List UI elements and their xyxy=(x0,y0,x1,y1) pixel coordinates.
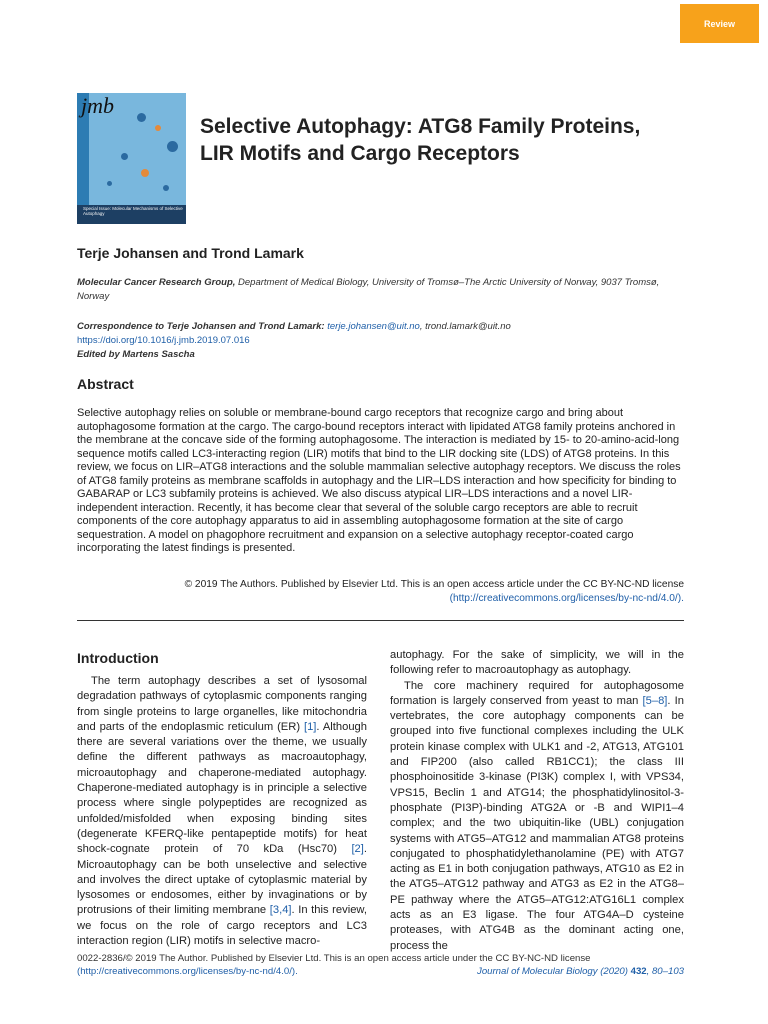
correspondence-line xyxy=(77,320,697,334)
cover-decoration xyxy=(155,125,161,131)
journal-cover-image[interactable] xyxy=(77,93,186,224)
citation-link[interactable]: [3,4] xyxy=(269,904,292,917)
footer-line-2 xyxy=(77,965,684,978)
intro-paragraph-1: The term autophagy describes a set of lysosomal degradation pathways of cytoplasmic components ranging from single proteins to large organelles, like mitochondria and parts of the endoplasmic reticulum (ER) [1]. Although there are several variations over the theme, we usually define the different pathways as macroautophagy, microautophagy and chaperone-mediated autophagy. Chaperone-mediated autophagy is in principle a selective process where single polypeptides are recognized as unfolded/misfolded when exposing binding sites (degenerate KFERQ-like pentapeptide motifs) for heat shock-cognate protein of 70 kDa (Hsc70) [2]. Microautophagy can be both unselective and selective and involves the direct uptake of cytoplasmic material by lysosomes or endosomes, either by invaginations or by protrusions of their limiting membrane [3,4]. In this review, we focus on the role of cargo receptors and LC3 interaction region (LIR) motifs in selective macro- xyxy=(77,675,368,948)
title-line-2: LIR Motifs and Cargo Receptors xyxy=(200,142,520,165)
email-lamark: , trond.lamark@uit.no xyxy=(419,321,511,332)
column-right xyxy=(390,648,684,954)
affiliation-group: Molecular Cancer Research Group, xyxy=(77,277,236,288)
license-statement xyxy=(77,578,684,606)
edited-by: Edited by Martens Sascha xyxy=(77,349,195,360)
column-left xyxy=(77,674,367,949)
cover-decoration xyxy=(141,169,149,177)
intro-paragraph-2: The core machinery required for autophagosome formation is largely conserved from yeast to man [5–8]. In vertebrates, the core autophagy components can be grouped into five functional complexes including the ULK protein kinase complex with ULK1 and -2, ATG13, ATG101 and FIP200 (also called RB1CC1); the class III phosphoinositide 3-kinase (PI3K) complex I, with VPS34, VPS15, Beclin 1 and ATG14; the phosphatidylinositol-3-phosphate (PI3P)-binding ATG2A or -B and WIPI1–4 complex; and the two ubiquitin-like (UBL) conjugation systems with ATG5–ATG12 and mammalian ATG8 proteins conjugated to phosphatidylethanolamine (PE) with ATG7 acting as E1 in both conjugation pathways, ATG10 as E2 in the ATG5–ATG12 pathway and ATG3 as E2 in the ATG8–PE pathway where the ATG5–ATG12:ATG16L1 complex acts as an E3 ligase. The four ATG4A–D cysteine proteases, with ATG4B as the dominant acting one, process the xyxy=(390,679,684,952)
abstract-heading: Abstract xyxy=(77,376,134,392)
page-footer xyxy=(77,952,684,978)
article-title xyxy=(200,113,720,167)
license-link[interactable]: (http://creativecommons.org/licenses/by-nc-nd/4.0/). xyxy=(449,593,684,604)
article-type-badge: Review xyxy=(680,4,759,43)
correspondence-block xyxy=(77,320,697,362)
title-line-1: Selective Autophagy: ATG8 Family Proteins, xyxy=(200,115,641,138)
citation-link[interactable]: [2] xyxy=(351,843,364,856)
cover-decoration xyxy=(167,141,178,152)
cover-decoration xyxy=(137,113,146,122)
license-line-1: © 2019 The Authors. Published by Elsevier Ltd. This is an open access article under the CC BY-NC-ND license xyxy=(184,579,684,590)
cover-decoration xyxy=(107,181,112,186)
cover-decoration xyxy=(163,185,169,191)
affiliation-address: Department of Medical Biology, University of Tromsø–The Arctic University of Norway, 9037 Tromsø, Norway xyxy=(77,277,660,302)
section-divider xyxy=(77,620,684,621)
introduction-heading: Introduction xyxy=(77,650,159,666)
citation-link[interactable]: [1] xyxy=(303,720,317,733)
cover-caption: Special Issue: Molecular Mechanisms of Selective Autophagy xyxy=(83,206,183,216)
footer-copyright: 0022-2836/© 2019 The Author. Published by Elsevier Ltd. This is an open access article under the CC BY-NC-ND license xyxy=(77,953,591,964)
journal-citation[interactable]: Journal of Molecular Biology (2020) 432, 80–103 xyxy=(477,966,684,977)
intro-paragraph-continued: autophagy. For the sake of simplicity, we will in the following refer to macroautophagy as autophagy. xyxy=(390,649,684,677)
doi-link[interactable]: https://doi.org/10.1016/j.jmb.2019.07.016 xyxy=(77,335,250,346)
abstract-text: Selective autophagy relies on soluble or membrane-bound cargo receptors that recognize cargo and bring about autophagosome formation at the cargo. The cargo-bound receptors interact with lipidated ATG8 family proteins anchored in the membrane at the concave side of the forming autophagosome. The interaction is mediated by 15- to 20-amino-acid-long sequence motifs called LC3-interacting region (LIR) motifs that bind to the LIR docking site (LDS) of ATG8 proteins. In this review, we focus on LIR–ATG8 interactions and the soluble mammalian selective autophagy receptors. We discuss the roles of ATG8 family proteins as membrane scaffolds in autophagy and the LIR–LDS interaction and how specificity for binding to GABARAP or LC3 subfamily proteins is achieved. We also discuss atypical LIR–LDS interactions and a novel LIR-independent interaction. Recently, it has become clear that several of the soluble cargo receptors are able to recruit components of the core autophagy apparatus to aid in assembling autophagosome formation at the site of cargo sequestration. A model on phagophore recruitment and expansion on a selective autophagy receptor-coated cargo incorporating the latest findings is presented. xyxy=(77,407,681,554)
footer-license-link[interactable]: (http://creativecommons.org/licenses/by-nc-nd/4.0/). xyxy=(77,966,298,977)
cover-decoration xyxy=(121,153,128,160)
journal-logo: jmb xyxy=(81,93,114,118)
affiliation xyxy=(77,276,687,304)
authors: Terje Johansen and Trond Lamark xyxy=(77,245,304,261)
citation-link[interactable]: [5–8] xyxy=(642,694,668,707)
correspondence-label: Correspondence to Terje Johansen and Trond Lamark: xyxy=(77,321,325,332)
email-link-johansen[interactable]: terje.johansen@uit.no xyxy=(327,321,420,332)
